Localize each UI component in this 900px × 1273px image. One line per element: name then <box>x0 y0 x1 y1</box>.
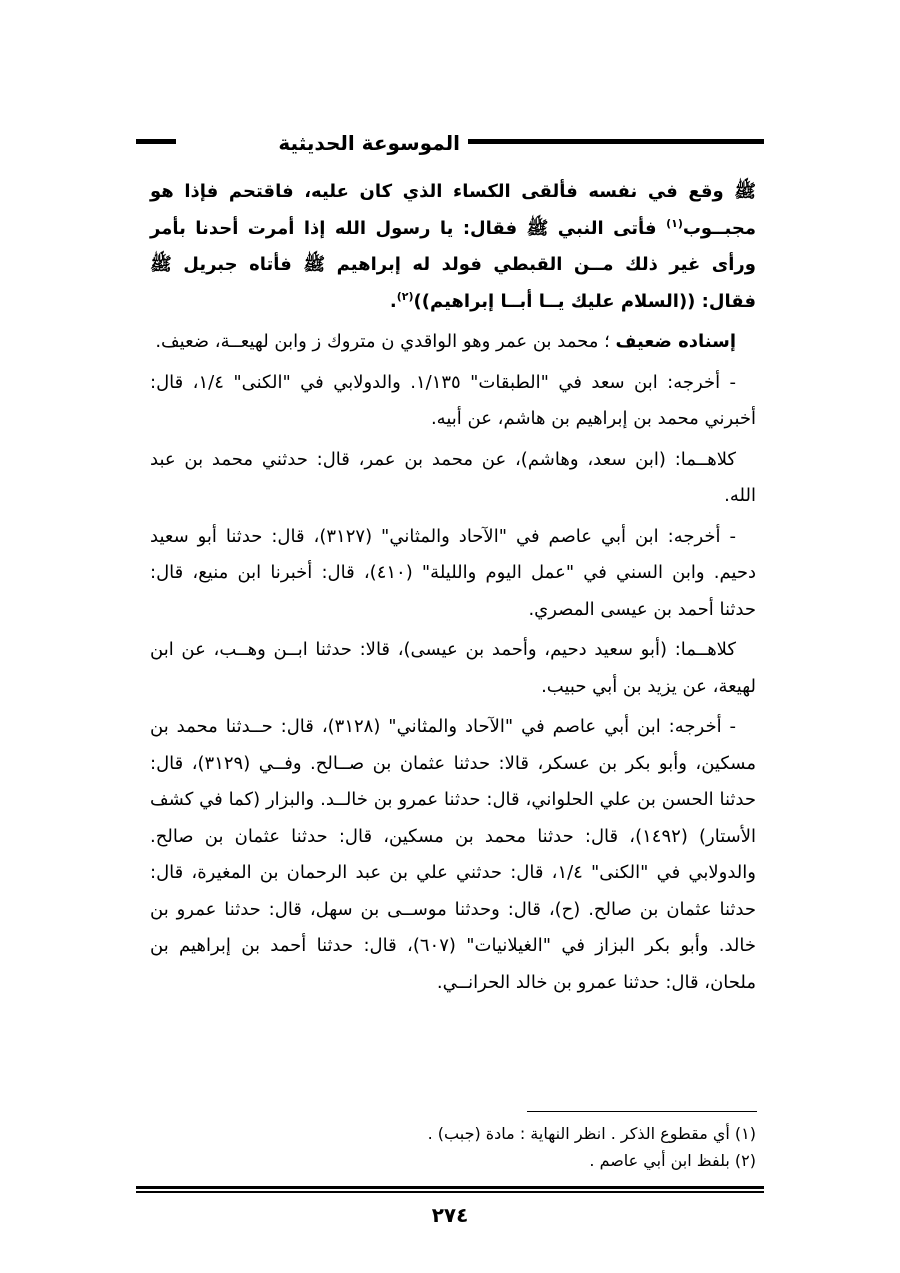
hadith-text <box>150 174 756 320</box>
hadith-line: ﷺ وقع في نفسه فألقى الكساء الذي كان عليه، فاقتحم فإذا هو مجبــوب <box>150 181 756 239</box>
hadith-line: القبطي فولد له إبراهيم ﷺ فأتاه جبريل ﷺ فقال: ((السلام عليك يــا أبــا <box>150 254 756 312</box>
takhrij-paragraph: - أخرجه: ابن أبي عاصم في "الآحاد والمثاني" (٣١٢٧)، قال: حدثنا أبو سعيد دحيم. وابن السني في "عمل اليوم والليلة" (٤١٠)، قال: أخبرنا ابن منيع، قال: حدثنا أحمد بن عيسى المصري. <box>150 525 757 620</box>
footnote-separator <box>527 1111 757 1112</box>
takhrij-paragraph: كلاهــما: (ابن سعد، وهاشم)، عن محمد بن عمر، قال: حدثني محمد بن عبد الله. <box>150 448 756 506</box>
hadith-line: فأتى النبي ﷺ فقال: يا رسول الله إذا أمرت أحدنا بأمر ورأى غير ذلك مــن <box>150 217 756 275</box>
footnote-ref-2: (٢) <box>396 289 414 303</box>
grading-text: ؛ محمد بن عمر وهو الواقدي ن متروك ز وابن لهيعــة، ضعيف. <box>155 331 610 352</box>
footnote-2: (٢) بلفظ ابن أبي عاصم . <box>589 1151 756 1170</box>
takhrij-paragraph: - أخرجه: ابن أبي عاصم في "الآحاد والمثاني" (٣١٢٨)، قال: حــدثنا محمد بن مسكين، وأبو بكر بن عسكر، قالا: حدثنا عثمان بن صــالح. وفــي (٣١٢٩)، قال: حدثنا الحسن بن علي الحلواني، قال: حدثنا عمرو بن خالــد. والبزار (كما في كشف الأستار) (١٤٩٢)، قال: حدثنا محمد بن مسكين، قال: حدثنا عثمان بن صالح. والدولابي في "الكنى" ١/٤، قال: حدثني علي بن عبد الرحمان بن المغيرة، قال: حدثنا عثمان بن صالح. (ح)، قال: وحدثنا موســى بن سهل، قال: حدثنا عمرو بن خالد. وأبو بكر البزاز في "الغيلانيات" (٦٠٧)، قال: حدثنا أحمد بن إبراهيم بن ملحان، قال: حدثنا عمرو بن خالد الحرانــي. <box>150 716 756 993</box>
running-header <box>136 128 764 160</box>
takhrij-paragraph: كلاهــما: (أبو سعيد دحيم، وأحمد بن عيسى)، قالا: حدثنا ابــن وهــب، عن ابن لهيعة، عن يزيد بن أبي حبيب. <box>150 639 756 697</box>
footnote-1: (١) أي مقطوع الذكر . انظر النهاية : مادة (جبب) . <box>427 1124 756 1143</box>
isnad-grading <box>150 324 756 361</box>
header-rule-right <box>468 139 764 144</box>
hadith-line: إبراهيم)) <box>413 290 495 312</box>
grading-label: إسناده ضعيف <box>615 331 736 352</box>
header-rule-left <box>136 139 176 144</box>
footnote-ref-1: (١) <box>666 216 683 230</box>
body-text <box>150 174 756 1001</box>
footnotes <box>150 1120 756 1174</box>
page-number: ٢٧٤ <box>431 1203 469 1227</box>
bottom-rule <box>136 1186 764 1193</box>
header-title: الموسوعة الحديثية <box>278 131 460 155</box>
hadith-end: . <box>389 290 397 312</box>
takhrij-paragraph: - أخرجه: ابن سعد في "الطبقات" ١/١٣٥. والدولابي في "الكنى" ١/٤، قال: أخبرني محمد بن إبراهيم بن هاشم، عن أبيه. <box>150 371 756 429</box>
